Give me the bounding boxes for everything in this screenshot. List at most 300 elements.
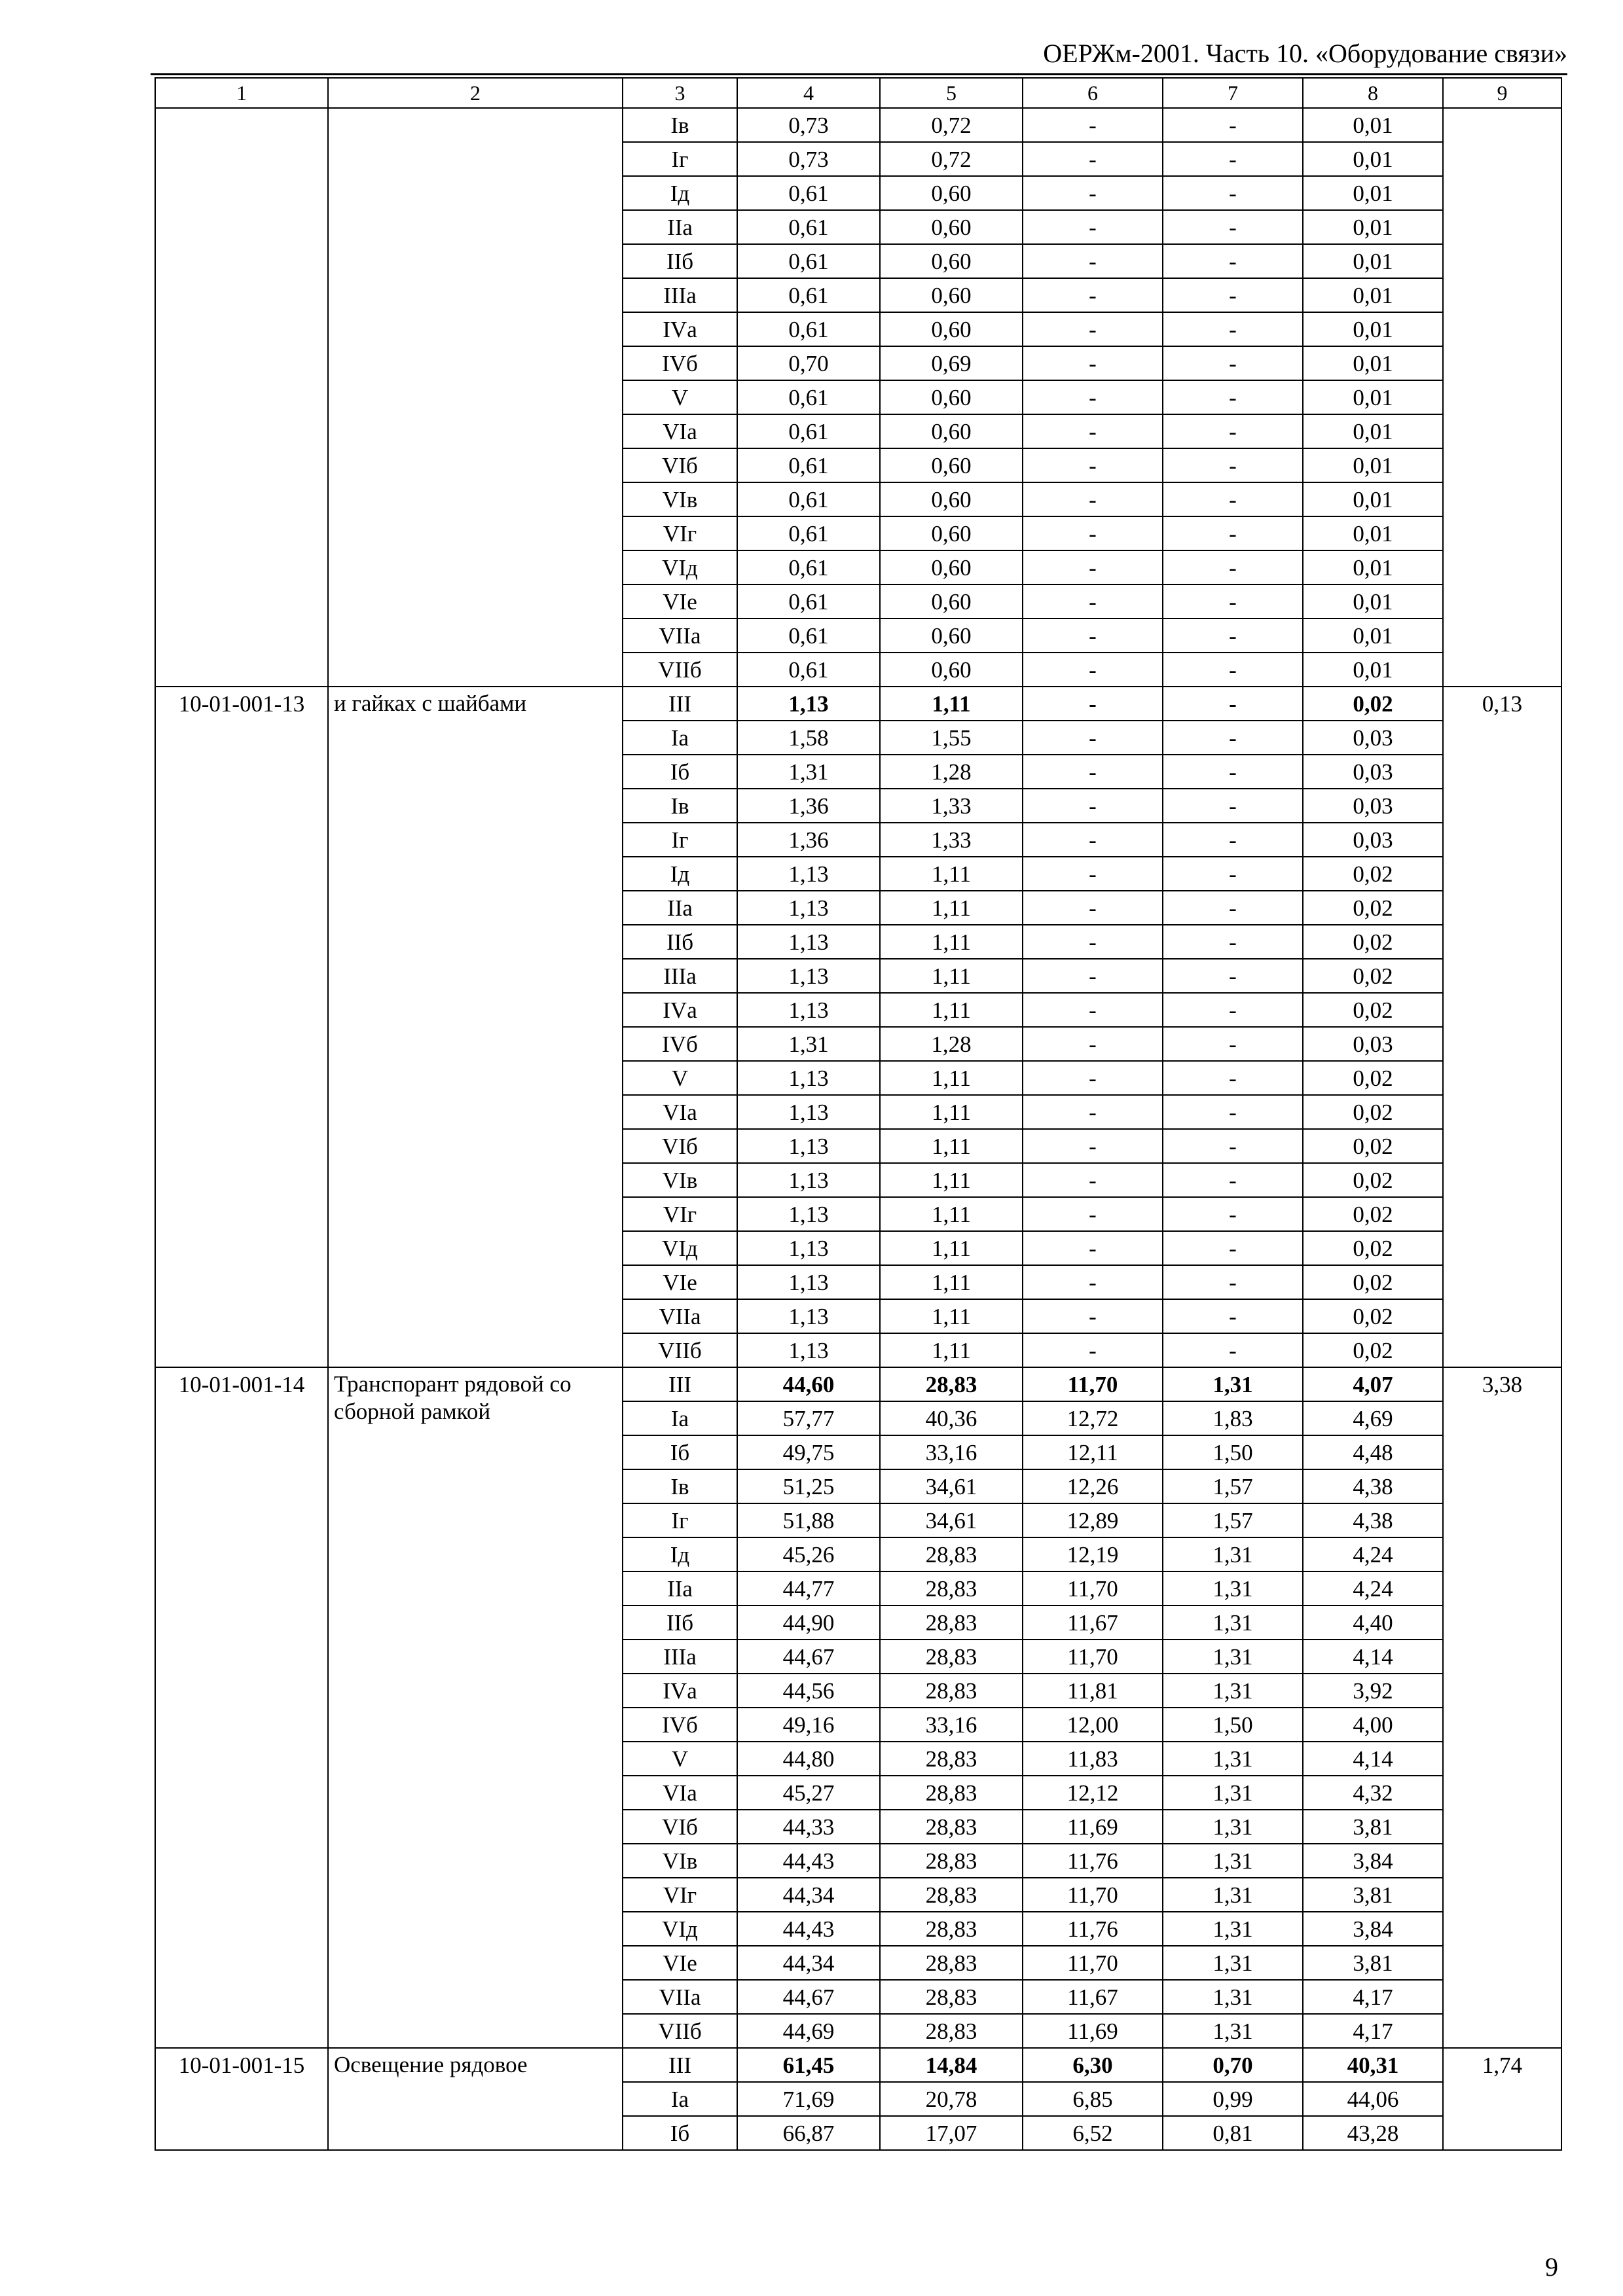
- zone-cell: VIа: [623, 414, 737, 448]
- value-cell: -: [1023, 721, 1163, 755]
- value-cell: 3,81: [1303, 1810, 1443, 1844]
- value-cell: 44,06: [1303, 2082, 1443, 2116]
- zone-cell: VIе: [623, 1265, 737, 1299]
- value-cell: 1,13: [737, 993, 880, 1027]
- value-cell: 0,60: [880, 619, 1023, 653]
- value-cell: 1,11: [880, 925, 1023, 959]
- value-cell: -: [1163, 857, 1303, 891]
- value-cell: 0,69: [880, 346, 1023, 380]
- value-cell: 11,81: [1023, 1674, 1163, 1708]
- value-cell: 0,03: [1303, 823, 1443, 857]
- value-cell: 0,02: [1303, 993, 1443, 1027]
- value-cell: 0,02: [1303, 1265, 1443, 1299]
- value-cell: -: [1023, 857, 1163, 891]
- value-cell: -: [1163, 755, 1303, 789]
- value-cell: 0,01: [1303, 584, 1443, 619]
- value-cell: -: [1163, 721, 1303, 755]
- value-cell: 1,31: [1163, 1776, 1303, 1810]
- value-cell: 0,61: [737, 550, 880, 584]
- value-cell: 1,33: [880, 823, 1023, 857]
- value-cell: 1,11: [880, 891, 1023, 925]
- value-cell: 4,48: [1303, 1435, 1443, 1469]
- value-cell: -: [1163, 244, 1303, 278]
- value-cell: -: [1023, 653, 1163, 687]
- value-cell: 1,31: [1163, 1605, 1303, 1640]
- value-cell: -: [1023, 108, 1163, 142]
- value-cell: -: [1023, 346, 1163, 380]
- zone-cell: IIIа: [623, 1640, 737, 1674]
- value-cell: 0,61: [737, 516, 880, 550]
- table-row: [155, 687, 1561, 721]
- value-cell: 1,33: [880, 789, 1023, 823]
- value-cell: 0,01: [1303, 142, 1443, 176]
- value-cell: 0,61: [737, 584, 880, 619]
- value-cell: 0,01: [1303, 653, 1443, 687]
- value-cell: -: [1163, 414, 1303, 448]
- value-cell: 0,70: [737, 346, 880, 380]
- value-cell: 4,24: [1303, 1571, 1443, 1605]
- value-cell: -: [1163, 176, 1303, 210]
- value-cell: 44,67: [737, 1980, 880, 2014]
- value-cell: 1,31: [1163, 1674, 1303, 1708]
- value-cell: -: [1023, 891, 1163, 925]
- column-number: 2: [328, 78, 623, 108]
- value-cell: 11,69: [1023, 2014, 1163, 2048]
- rate-code-cell: 10-01-001-14: [155, 1367, 328, 2048]
- value-cell: 0,61: [737, 414, 880, 448]
- value-cell: 1,31: [1163, 1571, 1303, 1605]
- value-cell: 1,13: [737, 1163, 880, 1197]
- value-cell: -: [1023, 1299, 1163, 1333]
- column-number: 7: [1163, 78, 1303, 108]
- value-cell: 1,13: [737, 1197, 880, 1231]
- zone-cell: VIIб: [623, 653, 737, 687]
- value-cell: -: [1023, 1095, 1163, 1129]
- value-cell: 1,31: [737, 1027, 880, 1061]
- value-cell: 1,13: [737, 1333, 880, 1367]
- value-cell: -: [1163, 1163, 1303, 1197]
- page-number: 9: [1545, 2252, 1558, 2282]
- value-cell: 45,26: [737, 1537, 880, 1571]
- zone-cell: V: [623, 1061, 737, 1095]
- zone-cell: Iб: [623, 755, 737, 789]
- value-cell: 0,02: [1303, 1061, 1443, 1095]
- zone-cell: VIв: [623, 1163, 737, 1197]
- value-cell: -: [1163, 993, 1303, 1027]
- value-cell: 14,84: [880, 2048, 1023, 2082]
- value-cell: -: [1023, 312, 1163, 346]
- value-cell: 4,14: [1303, 1640, 1443, 1674]
- value-cell: -: [1023, 142, 1163, 176]
- zone-cell: VIд: [623, 550, 737, 584]
- work-name-cell: Освещение рядовое: [328, 2048, 623, 2150]
- value-cell: -: [1023, 1197, 1163, 1231]
- value-cell: 44,90: [737, 1605, 880, 1640]
- zone-cell: IIа: [623, 210, 737, 244]
- value-cell: 0,60: [880, 448, 1023, 482]
- zone-cell: Iд: [623, 857, 737, 891]
- value-cell: 61,45: [737, 2048, 880, 2082]
- value-cell: 1,31: [1163, 1912, 1303, 1946]
- zone-cell: VIе: [623, 1946, 737, 1980]
- header-rule: [151, 73, 1567, 75]
- zone-cell: Iг: [623, 142, 737, 176]
- value-cell: 57,77: [737, 1401, 880, 1435]
- value-cell: 1,13: [737, 1231, 880, 1265]
- value-cell: 4,17: [1303, 2014, 1443, 2048]
- value-cell: 1,13: [737, 959, 880, 993]
- value-cell: 1,50: [1163, 1708, 1303, 1742]
- zone-cell: VIг: [623, 516, 737, 550]
- value-cell: -: [1163, 210, 1303, 244]
- value-cell: -: [1023, 959, 1163, 993]
- value-cell: -: [1023, 993, 1163, 1027]
- value-cell: 66,87: [737, 2116, 880, 2150]
- rate-code-cell: [155, 108, 328, 687]
- rates-table: [155, 77, 1562, 2151]
- value-cell: -: [1163, 1333, 1303, 1367]
- value-cell: 0,73: [737, 142, 880, 176]
- value-cell: 1,31: [1163, 1367, 1303, 1401]
- value-cell: 0,72: [880, 108, 1023, 142]
- value-cell: 0,01: [1303, 278, 1443, 312]
- value-cell: 0,01: [1303, 414, 1443, 448]
- value-cell: 6,85: [1023, 2082, 1163, 2116]
- zone-cell: IVб: [623, 1027, 737, 1061]
- zone-cell: IIа: [623, 1571, 737, 1605]
- value-cell: 49,75: [737, 1435, 880, 1469]
- value-cell: 0,02: [1303, 1333, 1443, 1367]
- value-cell: 43,28: [1303, 2116, 1443, 2150]
- value-cell: -: [1023, 1231, 1163, 1265]
- value-cell: 1,13: [737, 1129, 880, 1163]
- value-cell: 12,11: [1023, 1435, 1163, 1469]
- value-cell: 0,03: [1303, 755, 1443, 789]
- value-cell: 1,36: [737, 823, 880, 857]
- value-cell: 0,01: [1303, 346, 1443, 380]
- value-cell: 1,11: [880, 1231, 1023, 1265]
- value-cell: -: [1163, 1231, 1303, 1265]
- zone-cell: Iг: [623, 1503, 737, 1537]
- value-cell: 0,60: [880, 278, 1023, 312]
- value-cell: -: [1163, 346, 1303, 380]
- value-cell: 0,60: [880, 380, 1023, 414]
- value-cell: 0,01: [1303, 482, 1443, 516]
- zone-cell: Iв: [623, 1469, 737, 1503]
- value-cell: 6,52: [1023, 2116, 1163, 2150]
- page-header: ОЕРЖм-2001. Часть 10. «Оборудование связи»: [1043, 39, 1567, 68]
- value-cell: -: [1023, 550, 1163, 584]
- value-cell: 1,11: [880, 1163, 1023, 1197]
- value-cell: 0,60: [880, 312, 1023, 346]
- value-cell: 11,76: [1023, 1912, 1163, 1946]
- value-cell: 1,31: [1163, 1537, 1303, 1571]
- value-cell: 0,61: [737, 482, 880, 516]
- value-cell: 0,61: [737, 210, 880, 244]
- value-cell: 28,83: [880, 1844, 1023, 1878]
- value-cell: 0,02: [1303, 891, 1443, 925]
- value-cell: -: [1163, 142, 1303, 176]
- value-cell: 28,83: [880, 1742, 1023, 1776]
- zone-cell: VIб: [623, 1810, 737, 1844]
- column-number: 6: [1023, 78, 1163, 108]
- value-cell: 1,31: [1163, 1878, 1303, 1912]
- value-cell: 4,38: [1303, 1469, 1443, 1503]
- value-cell: 1,13: [737, 1299, 880, 1333]
- zone-cell: IIб: [623, 1605, 737, 1640]
- value-cell: 33,16: [880, 1435, 1023, 1469]
- value-cell: 0,60: [880, 516, 1023, 550]
- value-cell: 0,73: [737, 108, 880, 142]
- value-cell: 1,55: [880, 721, 1023, 755]
- value-cell: 4,38: [1303, 1503, 1443, 1537]
- value-cell: 0,02: [1303, 1163, 1443, 1197]
- column-number: 9: [1443, 78, 1561, 108]
- zone-cell: Iа: [623, 1401, 737, 1435]
- value-cell: 1,13: [737, 687, 880, 721]
- value-cell: -: [1163, 278, 1303, 312]
- value-cell: 3,81: [1303, 1946, 1443, 1980]
- value-cell: -: [1163, 108, 1303, 142]
- value-cell: 1,28: [880, 755, 1023, 789]
- value-cell: 34,61: [880, 1503, 1023, 1537]
- value-cell: 0,02: [1303, 857, 1443, 891]
- table-row: [155, 2048, 1561, 2082]
- value-cell: 4,69: [1303, 1401, 1443, 1435]
- value-cell: -: [1023, 1265, 1163, 1299]
- value-cell: 28,83: [880, 1980, 1023, 2014]
- value-cell: 0,02: [1303, 1095, 1443, 1129]
- value-cell: 4,14: [1303, 1742, 1443, 1776]
- value-cell: 45,27: [737, 1776, 880, 1810]
- value-cell: -: [1023, 687, 1163, 721]
- zone-cell: IVа: [623, 1674, 737, 1708]
- value-cell: -: [1163, 1061, 1303, 1095]
- zone-cell: VIа: [623, 1776, 737, 1810]
- zone-cell: VIIа: [623, 1980, 737, 2014]
- value-cell: 0,01: [1303, 380, 1443, 414]
- value-cell: 1,11: [880, 1333, 1023, 1367]
- value-cell: 44,60: [737, 1367, 880, 1401]
- value-cell: 0,60: [880, 244, 1023, 278]
- value-cell: 0,02: [1303, 687, 1443, 721]
- value-cell: -: [1163, 789, 1303, 823]
- value-cell: 11,67: [1023, 1980, 1163, 2014]
- zone-cell: IVа: [623, 993, 737, 1027]
- value-cell: 0,03: [1303, 1027, 1443, 1061]
- value-cell: 44,69: [737, 2014, 880, 2048]
- zone-cell: Iа: [623, 2082, 737, 2116]
- value-cell: 1,11: [880, 959, 1023, 993]
- value-cell: 44,33: [737, 1810, 880, 1844]
- column-number: 4: [737, 78, 880, 108]
- value-cell: 0,60: [880, 584, 1023, 619]
- zone-cell: IIIа: [623, 278, 737, 312]
- value-cell: 1,83: [1163, 1401, 1303, 1435]
- col9-cell: 0,13: [1443, 687, 1561, 1367]
- value-cell: -: [1163, 891, 1303, 925]
- rates-table-body: [155, 78, 1561, 2150]
- value-cell: 1,13: [737, 925, 880, 959]
- value-cell: -: [1163, 312, 1303, 346]
- zone-cell: Iб: [623, 2116, 737, 2150]
- value-cell: 0,99: [1163, 2082, 1303, 2116]
- value-cell: -: [1023, 1129, 1163, 1163]
- zone-cell: Iг: [623, 823, 737, 857]
- value-cell: 11,70: [1023, 1367, 1163, 1401]
- value-cell: 0,02: [1303, 1197, 1443, 1231]
- value-cell: 0,61: [737, 278, 880, 312]
- value-cell: 4,17: [1303, 1980, 1443, 2014]
- value-cell: 11,70: [1023, 1946, 1163, 1980]
- zone-cell: Iв: [623, 108, 737, 142]
- value-cell: -: [1023, 482, 1163, 516]
- value-cell: 0,61: [737, 380, 880, 414]
- value-cell: 28,83: [880, 1810, 1023, 1844]
- value-cell: 1,11: [880, 1129, 1023, 1163]
- value-cell: 44,67: [737, 1640, 880, 1674]
- value-cell: 1,11: [880, 1299, 1023, 1333]
- zone-cell: VIIб: [623, 1333, 737, 1367]
- value-cell: 1,13: [737, 891, 880, 925]
- value-cell: -: [1023, 925, 1163, 959]
- rate-code-cell: 10-01-001-15: [155, 2048, 328, 2150]
- zone-cell: VIIа: [623, 1299, 737, 1333]
- value-cell: 3,92: [1303, 1674, 1443, 1708]
- value-cell: 0,01: [1303, 312, 1443, 346]
- value-cell: 28,83: [880, 2014, 1023, 2048]
- value-cell: 0,60: [880, 653, 1023, 687]
- value-cell: -: [1023, 755, 1163, 789]
- value-cell: -: [1163, 482, 1303, 516]
- zone-cell: III: [623, 1367, 737, 1401]
- value-cell: 12,72: [1023, 1401, 1163, 1435]
- value-cell: 40,31: [1303, 2048, 1443, 2082]
- value-cell: 0,61: [737, 653, 880, 687]
- value-cell: 1,31: [1163, 1980, 1303, 2014]
- value-cell: 4,00: [1303, 1708, 1443, 1742]
- value-cell: 4,32: [1303, 1776, 1443, 1810]
- value-cell: 1,36: [737, 789, 880, 823]
- zone-cell: Iд: [623, 1537, 737, 1571]
- value-cell: 44,77: [737, 1571, 880, 1605]
- zone-cell: VIIа: [623, 619, 737, 653]
- value-cell: 1,13: [737, 1061, 880, 1095]
- value-cell: -: [1163, 1265, 1303, 1299]
- value-cell: 51,25: [737, 1469, 880, 1503]
- value-cell: 12,12: [1023, 1776, 1163, 1810]
- col9-cell: 3,38: [1443, 1367, 1561, 2048]
- value-cell: 1,13: [737, 857, 880, 891]
- value-cell: 44,34: [737, 1946, 880, 1980]
- value-cell: -: [1023, 1163, 1163, 1197]
- value-cell: 0,01: [1303, 176, 1443, 210]
- value-cell: 1,31: [737, 755, 880, 789]
- value-cell: 0,01: [1303, 516, 1443, 550]
- value-cell: 40,36: [880, 1401, 1023, 1435]
- work-name-cell: и гайках с шайбами: [328, 687, 623, 1367]
- value-cell: 44,80: [737, 1742, 880, 1776]
- value-cell: 11,83: [1023, 1742, 1163, 1776]
- value-cell: 0,60: [880, 176, 1023, 210]
- zone-cell: Iв: [623, 789, 737, 823]
- value-cell: 4,07: [1303, 1367, 1443, 1401]
- value-cell: 34,61: [880, 1469, 1023, 1503]
- value-cell: 0,61: [737, 312, 880, 346]
- value-cell: 1,11: [880, 1197, 1023, 1231]
- work-name-cell: [328, 108, 623, 687]
- zone-cell: VIа: [623, 1095, 737, 1129]
- value-cell: -: [1163, 1129, 1303, 1163]
- value-cell: -: [1163, 925, 1303, 959]
- value-cell: 28,83: [880, 1367, 1023, 1401]
- column-number-row: [155, 78, 1561, 108]
- column-number: 1: [155, 78, 328, 108]
- zone-cell: IVа: [623, 312, 737, 346]
- value-cell: -: [1163, 1027, 1303, 1061]
- value-cell: 0,60: [880, 414, 1023, 448]
- zone-cell: VIд: [623, 1912, 737, 1946]
- value-cell: -: [1023, 619, 1163, 653]
- value-cell: 0,61: [737, 244, 880, 278]
- value-cell: 0,61: [737, 619, 880, 653]
- zone-cell: Iа: [623, 721, 737, 755]
- value-cell: -: [1163, 823, 1303, 857]
- value-cell: 1,13: [737, 1095, 880, 1129]
- value-cell: 28,83: [880, 1605, 1023, 1640]
- value-cell: -: [1163, 448, 1303, 482]
- table-row: [155, 108, 1561, 142]
- value-cell: 1,31: [1163, 1640, 1303, 1674]
- zone-cell: VIб: [623, 448, 737, 482]
- value-cell: 0,60: [880, 550, 1023, 584]
- value-cell: 33,16: [880, 1708, 1023, 1742]
- value-cell: 12,00: [1023, 1708, 1163, 1742]
- zone-cell: IIб: [623, 925, 737, 959]
- value-cell: -: [1163, 1095, 1303, 1129]
- work-name-cell: Транспорант рядовой со сборной рамкой: [328, 1367, 623, 2048]
- value-cell: 0,01: [1303, 619, 1443, 653]
- zone-cell: IVб: [623, 1708, 737, 1742]
- value-cell: -: [1163, 516, 1303, 550]
- value-cell: 11,70: [1023, 1640, 1163, 1674]
- value-cell: 3,81: [1303, 1878, 1443, 1912]
- value-cell: 0,02: [1303, 959, 1443, 993]
- value-cell: 1,31: [1163, 1742, 1303, 1776]
- zone-cell: Iд: [623, 176, 737, 210]
- value-cell: -: [1023, 244, 1163, 278]
- value-cell: -: [1163, 380, 1303, 414]
- rate-code-cell: 10-01-001-13: [155, 687, 328, 1367]
- value-cell: 0,01: [1303, 550, 1443, 584]
- value-cell: -: [1163, 619, 1303, 653]
- value-cell: -: [1023, 1027, 1163, 1061]
- value-cell: 11,76: [1023, 1844, 1163, 1878]
- column-number: 5: [880, 78, 1023, 108]
- value-cell: -: [1163, 584, 1303, 619]
- zone-cell: V: [623, 1742, 737, 1776]
- value-cell: 12,26: [1023, 1469, 1163, 1503]
- value-cell: 51,88: [737, 1503, 880, 1537]
- value-cell: 1,58: [737, 721, 880, 755]
- value-cell: 1,11: [880, 1265, 1023, 1299]
- zone-cell: III: [623, 687, 737, 721]
- value-cell: 0,01: [1303, 108, 1443, 142]
- value-cell: 3,84: [1303, 1912, 1443, 1946]
- value-cell: 11,67: [1023, 1605, 1163, 1640]
- value-cell: -: [1023, 176, 1163, 210]
- value-cell: 4,24: [1303, 1537, 1443, 1571]
